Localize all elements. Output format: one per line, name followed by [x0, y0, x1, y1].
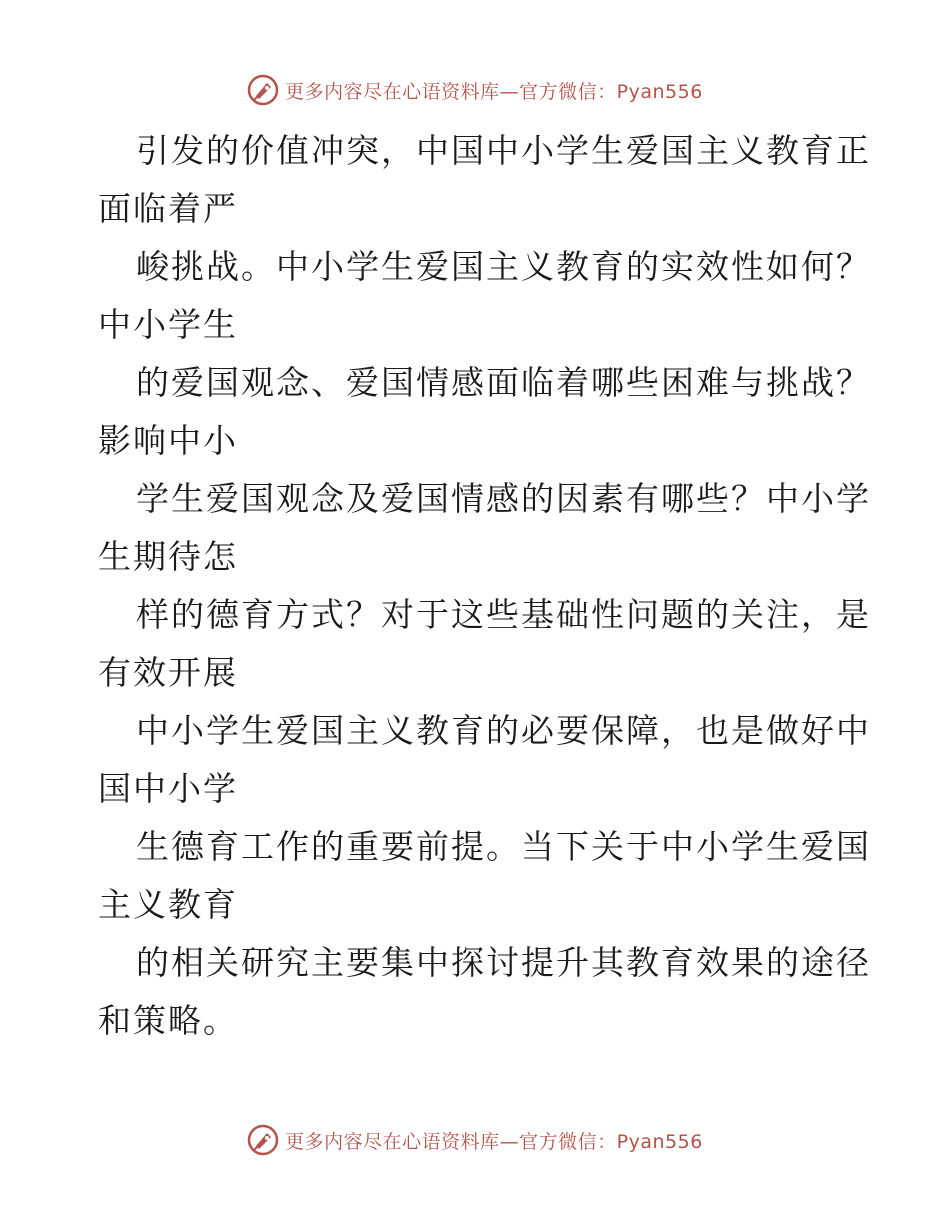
header-watermark	[0, 70, 950, 110]
text-line: 影响中小	[98, 421, 238, 460]
text-line: 生德育工作的重要前提。当下关于中小学生爱国	[136, 827, 871, 866]
text-line: 中小学生爱国主义教育的必要保障，也是做好中	[136, 711, 871, 750]
text-line: 样的德育方式？对于这些基础性问题的关注，是	[136, 595, 871, 634]
text-line: 中小学生	[98, 305, 238, 344]
text-line: 学生爱国观念及爱国情感的因素有哪些？中小学	[136, 479, 871, 518]
pen-nib-logo-icon	[247, 74, 279, 106]
text-line: 的相关研究主要集中探讨提升其教育效果的途径	[136, 943, 871, 982]
text-line: 面临着严	[98, 189, 238, 228]
pen-nib-logo-icon	[247, 1124, 279, 1156]
watermark-text: 更多内容尽在心语资料库—官方微信：Pyan556	[285, 80, 703, 103]
text-line: 引发的价值冲突，中国中小学生爱国主义教育正	[136, 131, 871, 170]
text-line: 的爱国观念、爱国情感面临着哪些困难与挑战？	[136, 363, 871, 402]
text-line: 有效开展	[98, 653, 238, 692]
text-line: 峻挑战。中小学生爱国主义教育的实效性如何？	[136, 247, 871, 286]
watermark-text: 更多内容尽在心语资料库—官方微信：Pyan556	[285, 1130, 703, 1153]
text-line: 生期待怎	[98, 537, 238, 576]
document-body	[98, 122, 871, 1050]
text-line: 主义教育	[98, 885, 238, 924]
text-line: 和策略。	[98, 1001, 238, 1040]
text-line: 国中小学	[98, 769, 238, 808]
footer-watermark	[0, 1120, 950, 1160]
